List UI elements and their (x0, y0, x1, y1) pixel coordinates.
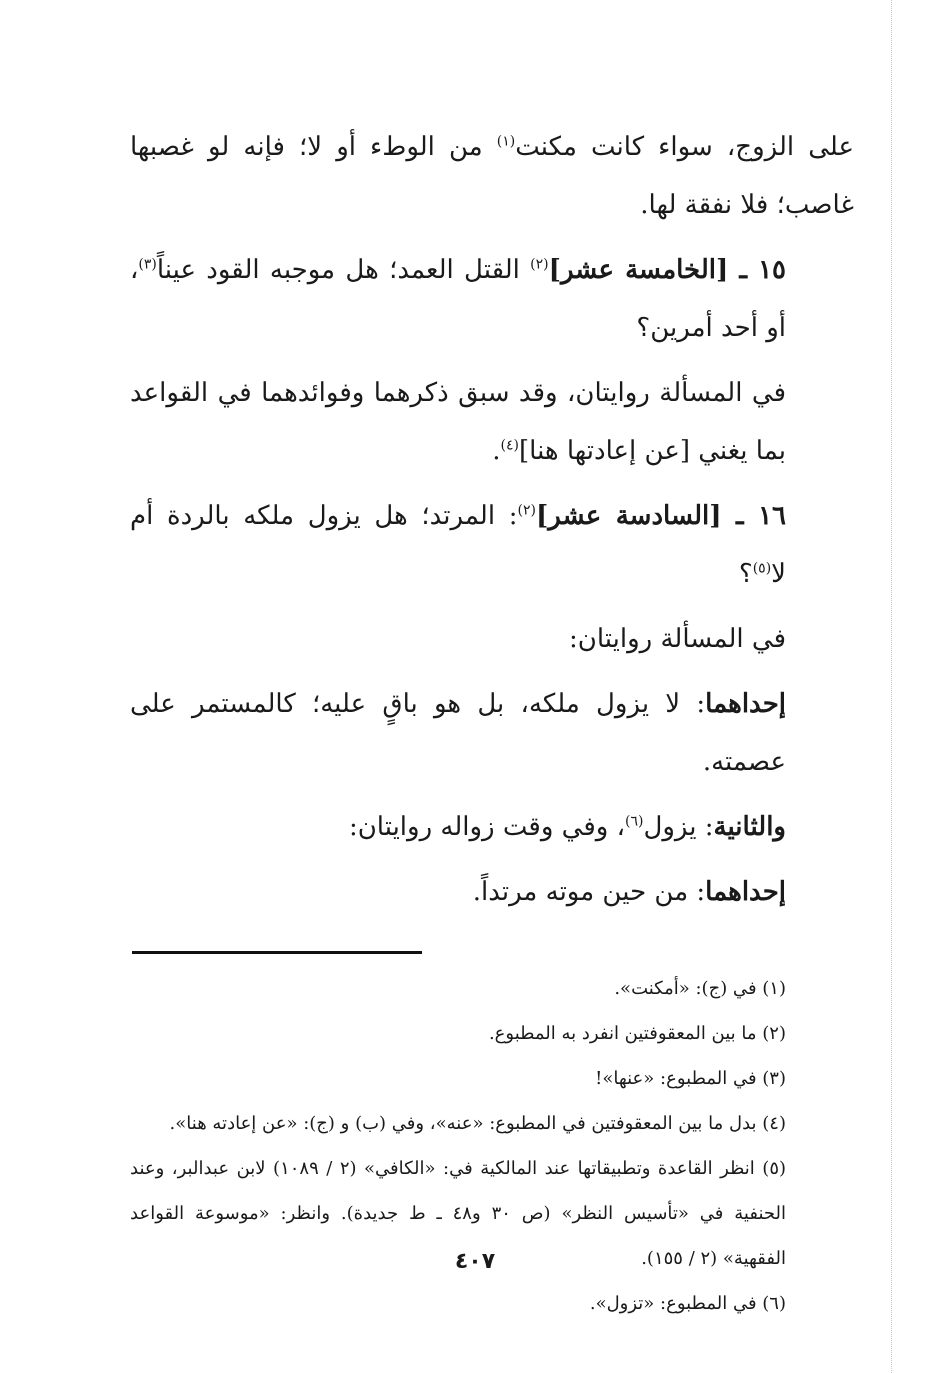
footnote-fn3: (٣) في المطبوع: «عنها»! (595, 1068, 786, 1089)
footnote-fn4: (٤) بدل ما بين المعقوفتين في المطبوع: «عنه»، وفي (ب) و (ج): «عن إعادته هنا». (169, 1113, 786, 1134)
paragraph-text: ، أو أحد أمرين؟ (130, 255, 786, 343)
paragraph-p4 (130, 487, 854, 603)
footnote-fn1: (١) في (ج): «أمكنت». (614, 978, 786, 999)
footnote-marker: (٦) (624, 813, 644, 830)
paragraph-p1 (130, 118, 854, 234)
paragraph-p8 (130, 863, 854, 921)
footnote-marker: (٢) (530, 256, 549, 273)
paragraph-text: القتل العمد؛ هل موجبه القود عيناً (156, 255, 531, 285)
paragraph-text: : لا يزول ملكه، بل هو باقٍ عليه؛ كالمستمر على عصمته. (130, 689, 786, 777)
page-edge-dotted-line (891, 0, 892, 1373)
paragraph-p6 (130, 675, 854, 791)
bold-heading-text: ١٦ ـ [السادسة عشر] (535, 501, 786, 531)
main-text (130, 118, 854, 921)
paragraph-text: في المسألة روايتان: (569, 624, 786, 654)
footnote-fn6: (٦) في المطبوع: «تزول». (589, 1293, 786, 1314)
footnote-marker: (١) (496, 133, 516, 150)
paragraph-text: : يزول (643, 812, 714, 842)
bold-heading-text: ١٥ ـ [الخامسة عشر] (548, 255, 787, 285)
paragraph-p7 (130, 798, 854, 856)
footnote-marker: (٢) (517, 502, 536, 519)
footnote-fn5: (٥) انظر القاعدة وتطبيقاتها عند المالكية في: «الكافي» (٢ / ١٠٨٩) لابن عبدالبر، وعند الحنفية في «تأسيس النظر» (ص ٣٠ و٤٨ ـ ط جديدة). وانظر: «موسوعة القواعد الفقهية» (٢ / ١٥٥). (130, 1158, 787, 1269)
bold-heading-text: والثانية (713, 812, 786, 842)
paragraph-text: ، وفي وقت زواله روايتان: (348, 812, 625, 842)
paragraph-text: في المسألة روايتان، وقد سبق ذكرهما وفوائدهما في القواعد بما يغني [عن إعادتها هنا] (130, 378, 786, 466)
footnote-marker: (٤) (500, 437, 519, 454)
paragraph-text: من الوطء أو لا؛ فإنه لو غصبها غاصب؛ فلا نفقة لها. (130, 132, 854, 220)
footnote-fn2: (٢) ما بين المعقوفتين انفرد به المطبوع. (488, 1023, 786, 1044)
bold-heading-text: إحداهما (705, 877, 786, 907)
paragraph-p5 (130, 610, 854, 668)
paragraph-text: . (492, 436, 501, 466)
paragraph-text: على الزوج، سواء كانت مكنت (515, 132, 854, 162)
footnote-marker: (٣) (138, 256, 157, 273)
footnote-marker: (٥) (752, 560, 772, 577)
bold-heading-text: إحداهما (705, 689, 786, 719)
paragraph-text: ؟ (738, 559, 753, 589)
paragraph-text: : من حين موته مرتداً. (472, 877, 706, 907)
paragraph-p3 (130, 364, 854, 480)
page-body (130, 118, 854, 1326)
paragraph-text: : المرتد؛ هل يزول ملكه بالردة أم لا (130, 501, 786, 589)
paragraph-p2 (130, 241, 854, 357)
footnote-separator (132, 951, 422, 954)
page-number: ٤٠٧ (454, 1249, 496, 1274)
